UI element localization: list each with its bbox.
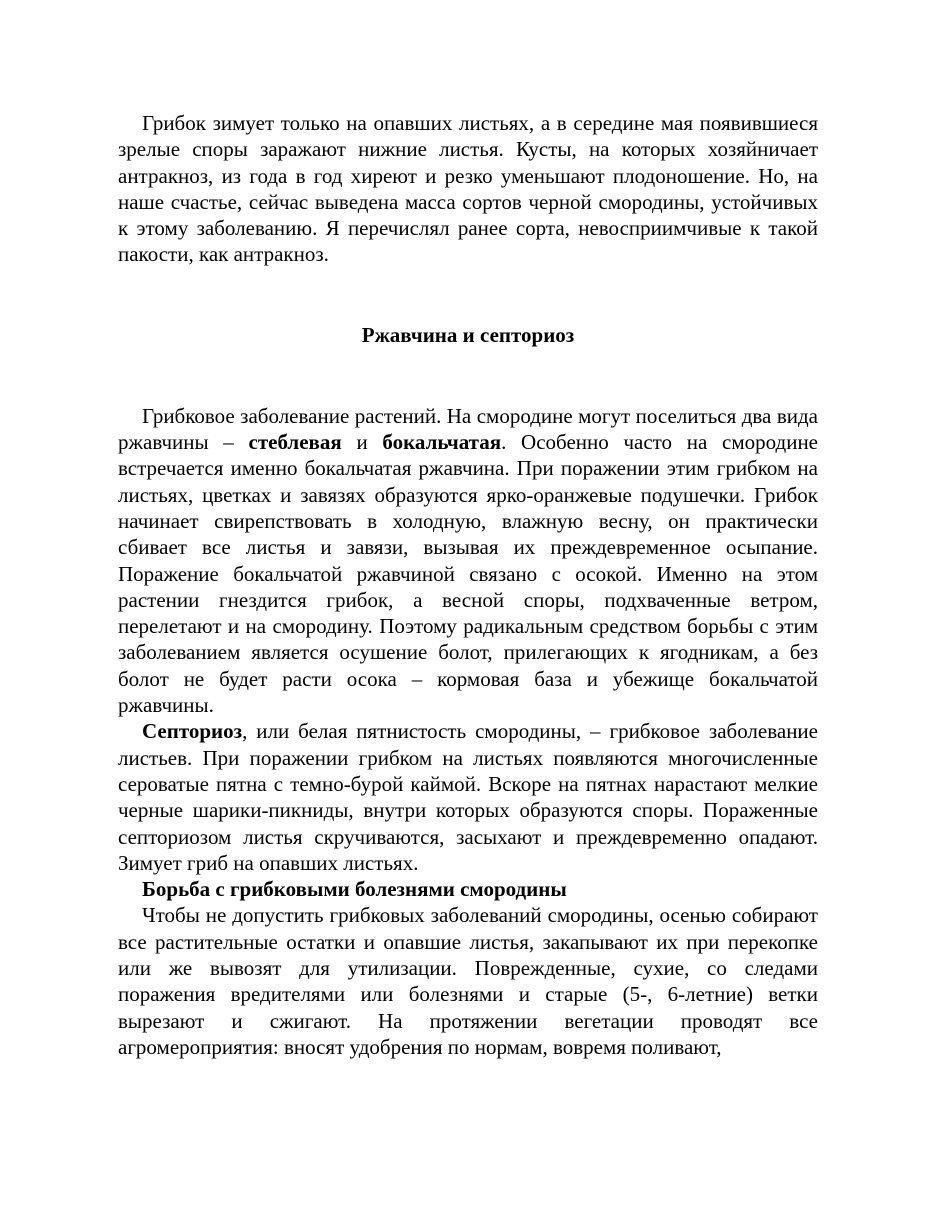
term-cup-rust: бокальчатая (382, 430, 502, 455)
paragraph-rust-text-1: Грибковое заболевание растений. На смородине могут поселиться два вида ржавчины – (118, 403, 818, 455)
term-septoria: Септориоз (142, 719, 243, 744)
paragraph-rust-text-3: . Особенно часто на смородине встречается именно бокальчатая ржавчина. При поражении этим грибком на листьях, цветках и завязях образуются ярко-оранжевые подушечки. Грибок начинает свирепствовать в холодную, влажную весну, он практически сбивает все листья и завязи, вызывая их преждевременное осыпание. Поражение бокальчатой ржавчиной связано с осокой. Именно на этом растении гнездится грибок, а весной споры, подхваченные ветром, перелетают и на смородину. Поэтому радикальным средством борьбы с этим заболеванием является осушение болот, прилегающих к ягодникам, а без болот не будет расти осока – кормовая база и убежище бокальчатой ржавчины. (118, 430, 818, 718)
section-heading: Ржавчина и септориоз (361, 322, 575, 347)
document-page (118, 110, 818, 1060)
paragraph-anthracnose: Грибок зимует только на опавших листьях, а в середине мая появившиеся зрелые споры заражают нижние листья. Кусты, на которых хозяйничает антракноз, из года в год хиреют и резко уменьшают плодоношение. Но, на наше счастье, сейчас выведена масса сортов черной смородины, устойчивых к этому заболеванию. Я перечислял ранее сорта, невосприимчивые к такой пакости, как антракноз. (118, 111, 818, 267)
paragraph-septoria-text: , или белая пятнистость смородины, – грибковое заболевание листьев. При поражении грибком на листьях появляются многочисленные сероватые пятна с темно-бурой каймой. Вскоре на пятнах нарастают мелкие черные шарики-пикниды, внутри которых образуются споры. Пораженные септориозом листья скручиваются, засыхают и преждевременно опадают. Зимует гриб на опавших листьях. (118, 719, 818, 875)
paragraph-prevention: Чтобы не допустить грибковых заболеваний смородины, осенью собирают все растительные остатки и опавшие листья, закапывают их при перекопке или же вывозят для утилизации. Поврежденные, сухие, со следами поражения вредителями или болезнями и старые (5-, 6-летние) ветки вырезают и сжигают. На протяжении вегетации проводят все агромероприятия: вносят удобрения по нормам, вовремя поливают, (118, 903, 818, 1059)
spacer (118, 268, 818, 322)
term-stem-rust: стеблевая (248, 430, 342, 455)
paragraph-septoria (118, 718, 818, 876)
subsection-heading: Борьба с грибковыми болезнями смородины (142, 877, 567, 902)
paragraph-rust (118, 403, 818, 719)
paragraph-rust-text-2: и (341, 430, 383, 455)
spacer (118, 348, 818, 403)
